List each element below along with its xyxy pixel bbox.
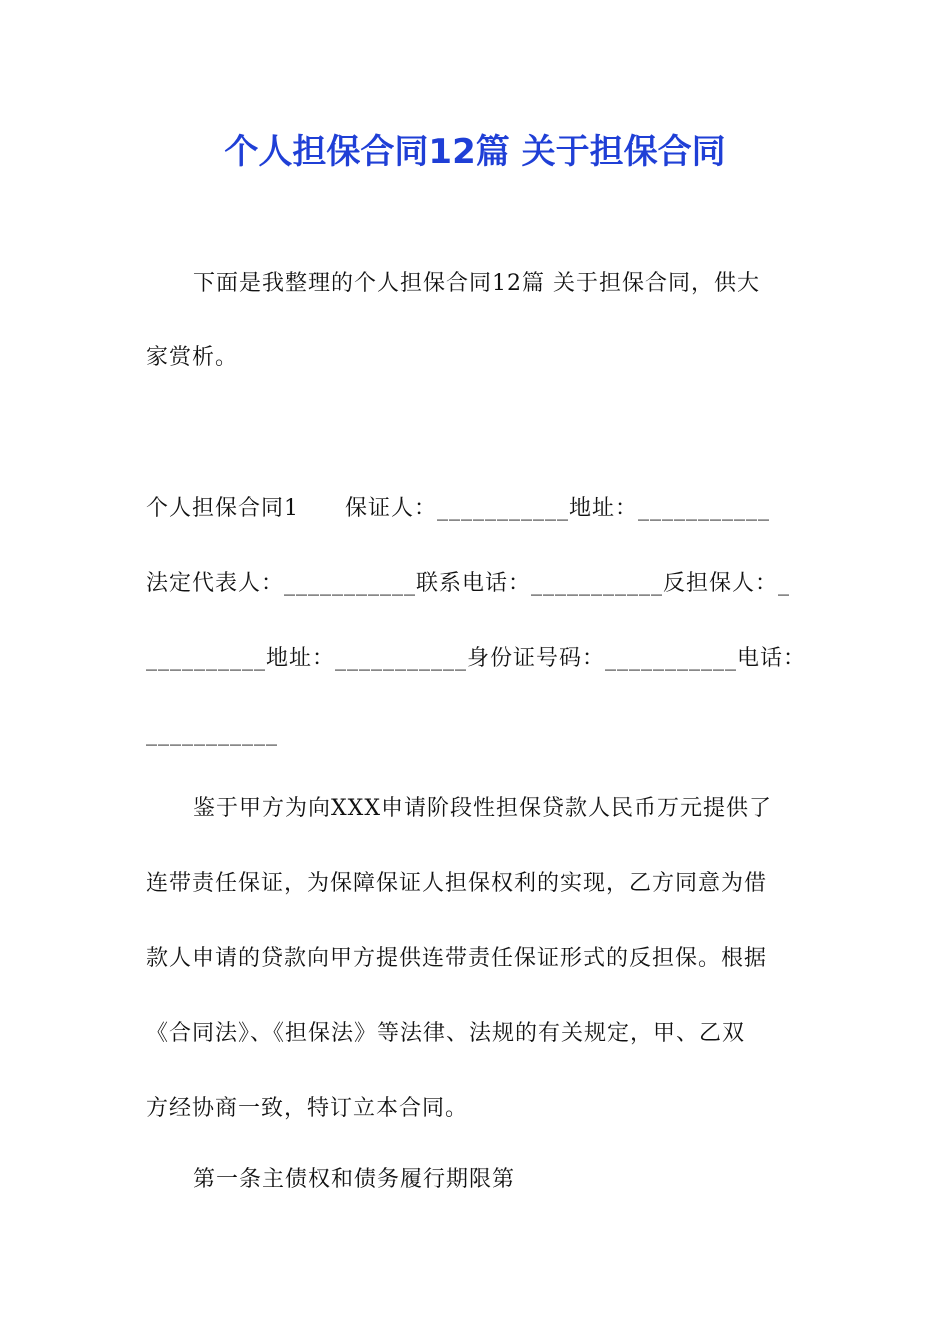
document-title: 个人担保合同12篇 关于担保合同 — [224, 132, 726, 172]
article-heading: 第一条主债权和债务履行期限第 — [193, 1167, 516, 1192]
contract-field-line-4: ___________ — [146, 721, 278, 746]
body-line-5: 方经协商一致，特订立本合同。 — [146, 1096, 469, 1121]
contract-header-line: 个人担保合同1 保证人：___________地址：___________ — [146, 496, 770, 521]
body-line-1: 鉴于甲方为向XXX申请阶段性担保贷款人民币万元提供了 — [193, 796, 772, 821]
body-line-2: 连带责任保证，为保障保证人担保权利的实现，乙方同意为借 — [146, 871, 768, 896]
intro-line-2: 家赏析。 — [146, 345, 239, 370]
contract-field-line-2: 法定代表人：___________联系电话：___________反担保人：_ — [146, 571, 791, 596]
intro-line-1: 下面是我整理的个人担保合同12篇 关于担保合同，供大 — [193, 271, 760, 296]
contract-field-line-3: __________地址：___________身份证号码：___________电话： — [146, 646, 807, 671]
body-line-3: 款人申请的贷款向甲方提供连带责任保证形式的反担保。根据 — [146, 946, 768, 971]
body-line-4: 《合同法》、《担保法》等法律、法规的有关规定，甲、乙双 — [146, 1021, 746, 1046]
